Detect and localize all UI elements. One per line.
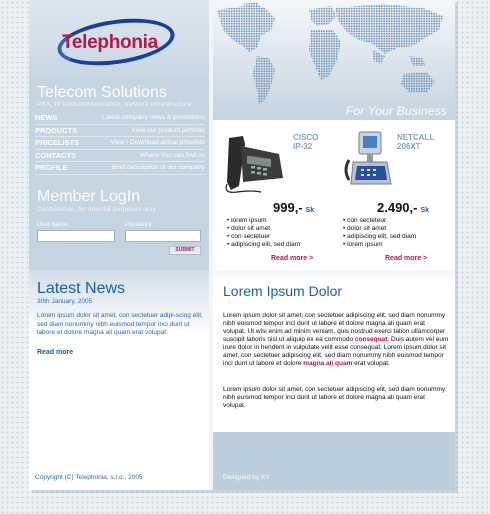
- highlight-text: consequat.: [354, 336, 390, 343]
- hero-subtitle: PBX, IP telecommunication, network infrastructure: [37, 101, 192, 108]
- password-input[interactable]: [125, 230, 201, 242]
- member-login-title: Member LogIn: [37, 188, 141, 205]
- right-column: [213, 0, 455, 490]
- nav-item-products[interactable]: [35, 125, 205, 138]
- feature-item: • adipiscing elit, sed diam: [227, 241, 300, 249]
- world-map-icon: [213, 0, 455, 120]
- video-phone-icon: [341, 130, 401, 200]
- nav-label: PROFILE: [35, 163, 68, 173]
- desk-phone-icon: [221, 132, 287, 196]
- section-divider: [213, 270, 455, 280]
- feature-item: • lorem ipsum: [227, 217, 300, 225]
- nav-item-profile[interactable]: [35, 162, 205, 175]
- nav-desc: Latest company news & promotions: [102, 114, 205, 122]
- copyright: Copyright (C) Telephonia, s.r.o., 2005: [35, 474, 143, 481]
- logo-area: [29, 0, 209, 80]
- nav-label: NEWS: [35, 113, 58, 123]
- logo-text: Telephonia: [62, 32, 158, 53]
- footer-band: [213, 432, 455, 490]
- hero-title: Telecom Solutions: [37, 84, 167, 101]
- news-date: 30th January, 2005: [37, 298, 93, 305]
- username-input[interactable]: [37, 230, 115, 242]
- header-tagline: For Your Business: [345, 104, 447, 118]
- product-read-more-link[interactable]: Read more >: [271, 255, 314, 262]
- nav-desc: View / Download actual pricelists: [110, 139, 205, 147]
- feature-item: • adipiscing elit, sed diam: [343, 233, 416, 241]
- feature-list: [227, 217, 300, 249]
- news-title: Latest News: [37, 280, 126, 297]
- price-currency: Sk: [420, 207, 430, 214]
- product-model: 206XT: [397, 142, 421, 151]
- main-nav: [35, 112, 205, 175]
- nav-label: PRODUCTS: [35, 125, 78, 135]
- nav-desc: Where You can find us: [139, 151, 205, 159]
- nav-desc: Brief description of our company: [111, 164, 205, 172]
- product-model: IP-32: [293, 142, 313, 151]
- product-card-netcall: [335, 128, 447, 270]
- password-label: Password:: [125, 222, 154, 228]
- news-body: Lorem ipsum dolor sit amet, con sectetuer adipi-scing elit, sed diam nonummy nibh euismod tempor inci dunt ut labore et dolore magna ali quam erat volupat.: [37, 312, 203, 336]
- nav-item-contacts[interactable]: [35, 150, 205, 163]
- paragraph-text: Lorem ipsum dolor sit amet, con sectetuer adipiscing elit, sed diam nonummy nibh euismod tempor inci dunt ut labore et dolore magna ali quam erat volupat. Ut wisi enim ad minim veniam, quis nostrud exerci tation ullamcorper suscipit laboris nisl ut aliquip ex ea commodo: [223, 312, 446, 343]
- member-login-subtitle: Confidential, for internal purposes only: [37, 206, 156, 213]
- feature-item: • dolor sit amet: [343, 225, 416, 233]
- nav-label: PRICELISTS: [35, 138, 80, 148]
- price-currency: Sk: [305, 207, 315, 214]
- submit-button[interactable]: SUBMIT: [169, 246, 201, 255]
- paragraph-text: erat volupat.: [352, 360, 390, 367]
- main-paragraph-2: Lorem ipsum dolor sit amet, con sectetuer adipiscing elit, sed diam nonummy nibh euismod tempor inci dunt ut labore et dolore magna ali quam erat volupat.: [223, 386, 446, 409]
- nav-item-pricelists[interactable]: [35, 137, 205, 150]
- highlight-text: magna ali quam: [303, 360, 353, 367]
- nav-label: CONTACTS: [35, 150, 77, 160]
- nav-desc: View our product portfolio: [131, 126, 205, 134]
- nav-item-news[interactable]: [35, 112, 205, 125]
- product-read-more-link[interactable]: Read more >: [385, 255, 428, 262]
- left-column: [29, 0, 209, 490]
- username-label: User Name:: [37, 222, 70, 228]
- news-read-more-link[interactable]: Read more: [37, 349, 74, 356]
- main-paragraph-1: [223, 312, 449, 368]
- price-value: 2.490,-: [377, 200, 418, 215]
- designed-by: Designed by XY: [223, 474, 270, 481]
- feature-list: [343, 217, 416, 249]
- feature-item: • con sectetuer: [227, 233, 300, 241]
- product-price: [377, 200, 429, 215]
- page: [29, 0, 455, 490]
- feature-item: • con secteteur: [343, 217, 416, 225]
- world-map-banner: [213, 0, 455, 120]
- paragraph-text: Duis autem vel eum irure dolor in henderit in vulputate velit esse consequat. Lorem ipsum dolor sit amet, con sectetuer adipiscing elit, sed diam nonummy nibh euismod tempor inci dunt ut labore et dolore: [223, 336, 449, 367]
- product-card-cisco: [219, 128, 331, 270]
- product-brand: NETCALL: [397, 133, 435, 142]
- price-value: 999,-: [273, 200, 303, 215]
- telephonia-logo[interactable]: [57, 20, 177, 66]
- feature-item: • lorem ipsum: [343, 241, 416, 249]
- main-title: Lorem Ipsum Dolor: [223, 283, 343, 299]
- feature-item: • dolor sit amet: [227, 225, 300, 233]
- product-brand: CISCO: [293, 133, 319, 142]
- product-price: [273, 200, 314, 215]
